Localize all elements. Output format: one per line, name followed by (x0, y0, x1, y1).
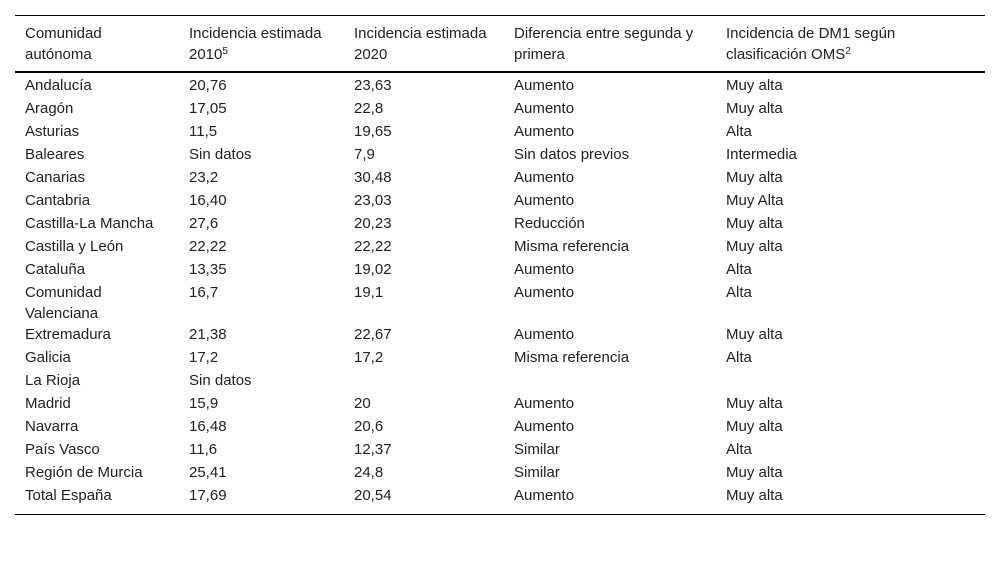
cell-incidencia-2010: 20,76 (189, 77, 227, 94)
table-row (15, 370, 985, 393)
table-row (15, 98, 985, 121)
cell-incidencia-2020: 19,02 (354, 261, 392, 278)
table-row (15, 347, 985, 370)
cell-incidencia-2010: 15,9 (189, 395, 219, 412)
cell-diferencia: Misma referencia (514, 349, 630, 366)
table-body (15, 72, 985, 515)
header-incidencia-2020: Incidencia estimada 2020 (354, 25, 487, 63)
cell-incidencia-2010: 16,40 (189, 192, 227, 209)
cell-clasificacion-oms: Muy alta (726, 215, 783, 232)
cell-diferencia: Aumento (514, 487, 575, 504)
cell-incidencia-2020 (344, 370, 504, 393)
cell-diferencia: Reducción (514, 215, 585, 232)
cell-diferencia: Aumento (514, 192, 575, 209)
cell-incidencia-2010: 16,7 (189, 284, 219, 301)
cell-comunidad: La Rioja (25, 372, 81, 389)
cell-diferencia: Aumento (514, 77, 575, 94)
cell-comunidad: Extremadura (25, 326, 111, 343)
cell-clasificacion-oms: Muy alta (726, 238, 783, 255)
cell-incidencia-2020: 20 (354, 395, 371, 412)
cell-clasificacion-oms: Muy alta (726, 169, 783, 186)
cell-clasificacion-oms: Muy alta (726, 395, 783, 412)
cell-clasificacion-oms: Muy alta (726, 418, 783, 435)
cell-incidencia-2010: Sin datos (189, 372, 252, 389)
header-comunidad: Comunidad autónoma (25, 25, 102, 63)
cell-clasificacion-oms: Alta (726, 123, 752, 140)
cell-clasificacion-oms (716, 370, 985, 393)
cell-incidencia-2020: 23,03 (354, 192, 392, 209)
cell-clasificacion-oms: Intermedia (726, 146, 797, 163)
table-row (15, 324, 985, 347)
cell-incidencia-2010: Sin datos (189, 146, 252, 163)
cell-clasificacion-oms: Muy alta (726, 464, 783, 481)
cell-incidencia-2010: 16,48 (189, 418, 227, 435)
table-header (15, 16, 985, 73)
cell-clasificacion-oms: Alta (726, 349, 752, 366)
cell-incidencia-2020: 23,63 (354, 77, 392, 94)
cell-incidencia-2010: 11,6 (189, 441, 218, 458)
cell-incidencia-2020: 20,23 (354, 215, 392, 232)
cell-comunidad: Castilla-La Mancha (25, 215, 154, 232)
cell-incidencia-2020: 22,22 (354, 238, 392, 255)
cell-incidencia-2010: 23,2 (189, 169, 219, 186)
incidence-table (15, 15, 985, 515)
cell-comunidad: Comunidad Valenciana (25, 284, 102, 322)
cell-diferencia: Similar (514, 464, 560, 481)
cell-incidencia-2010: 21,38 (189, 326, 227, 343)
cell-incidencia-2020: 22,67 (354, 326, 392, 343)
cell-diferencia (504, 370, 716, 393)
cell-incidencia-2020: 24,8 (354, 464, 384, 481)
table-row (15, 236, 985, 259)
table-row (15, 121, 985, 144)
table-row (15, 190, 985, 213)
cell-diferencia: Aumento (514, 284, 575, 301)
header-row (15, 16, 985, 73)
cell-incidencia-2010: 13,35 (189, 261, 227, 278)
cell-comunidad: Galicia (25, 349, 71, 366)
cell-diferencia: Aumento (514, 261, 575, 278)
cell-diferencia: Sin datos previos (514, 146, 630, 163)
cell-comunidad: Cataluña (25, 261, 86, 278)
cell-clasificacion-oms: Alta (726, 441, 752, 458)
cell-diferencia: Aumento (514, 418, 575, 435)
cell-incidencia-2020: 19,65 (354, 123, 392, 140)
cell-incidencia-2020: 20,54 (354, 487, 392, 504)
cell-comunidad: Canarias (25, 169, 86, 186)
cell-clasificacion-oms: Muy alta (726, 326, 783, 343)
cell-incidencia-2020: 30,48 (354, 169, 392, 186)
cell-incidencia-2020: 20,6 (354, 418, 384, 435)
cell-clasificacion-oms: Alta (726, 284, 752, 301)
cell-diferencia: Aumento (514, 395, 575, 412)
cell-incidencia-2020: 12,37 (354, 441, 392, 458)
cell-comunidad: Madrid (25, 395, 71, 412)
cell-incidencia-2010: 27,6 (189, 215, 219, 232)
cell-incidencia-2020: 19,1 (354, 284, 384, 301)
cell-incidencia-2020: 7,9 (354, 146, 375, 163)
table-row (15, 462, 985, 485)
cell-comunidad: Castilla y León (25, 238, 124, 255)
cell-comunidad: Baleares (25, 146, 85, 163)
table-row (15, 167, 985, 190)
table-row (15, 144, 985, 167)
header-diferencia: Diferencia entre segunda y primera (514, 25, 694, 63)
cell-clasificacion-oms: Muy alta (726, 77, 783, 94)
cell-incidencia-2010: 17,69 (189, 487, 227, 504)
data-table-container (15, 15, 985, 515)
cell-clasificacion-oms: Muy alta (726, 100, 783, 117)
cell-comunidad: Aragón (25, 100, 74, 117)
cell-incidencia-2010: 17,05 (189, 100, 227, 117)
cell-incidencia-2010: 22,22 (189, 238, 227, 255)
table-row (15, 259, 985, 282)
cell-incidencia-2010: 11,5 (189, 123, 218, 140)
cell-diferencia: Aumento (514, 326, 575, 343)
cell-comunidad: Región de Murcia (25, 464, 143, 481)
cell-comunidad: Asturias (25, 123, 80, 140)
table-row (15, 439, 985, 462)
cell-incidencia-2010: 25,41 (189, 464, 227, 481)
cell-incidencia-2020: 17,2 (354, 349, 384, 366)
cell-comunidad: País Vasco (25, 441, 100, 458)
cell-diferencia: Aumento (514, 100, 575, 117)
cell-comunidad: Navarra (25, 418, 79, 435)
cell-comunidad: Total España (25, 487, 112, 504)
table-row (15, 213, 985, 236)
table-row (15, 393, 985, 416)
cell-clasificacion-oms: Muy Alta (726, 192, 784, 209)
table-row (15, 416, 985, 439)
cell-diferencia: Misma referencia (514, 238, 630, 255)
cell-incidencia-2020: 22,8 (354, 100, 384, 117)
header-incidencia-2010: Incidencia estimada 2010$^5$ (189, 25, 322, 63)
cell-clasificacion-oms: Muy alta (726, 487, 783, 504)
cell-diferencia: Similar (514, 441, 560, 458)
cell-diferencia: Aumento (514, 169, 575, 186)
table-row (15, 282, 985, 324)
table-row (15, 72, 985, 98)
cell-clasificacion-oms: Alta (726, 261, 752, 278)
cell-comunidad: Andalucía (25, 77, 92, 94)
cell-diferencia: Aumento (514, 123, 575, 140)
cell-comunidad: Cantabria (25, 192, 91, 209)
cell-incidencia-2010: 17,2 (189, 349, 219, 366)
table-row (15, 485, 985, 515)
header-clasificacion-oms: Incidencia de DM1 según clasificación OMS$^2$ (726, 25, 896, 63)
